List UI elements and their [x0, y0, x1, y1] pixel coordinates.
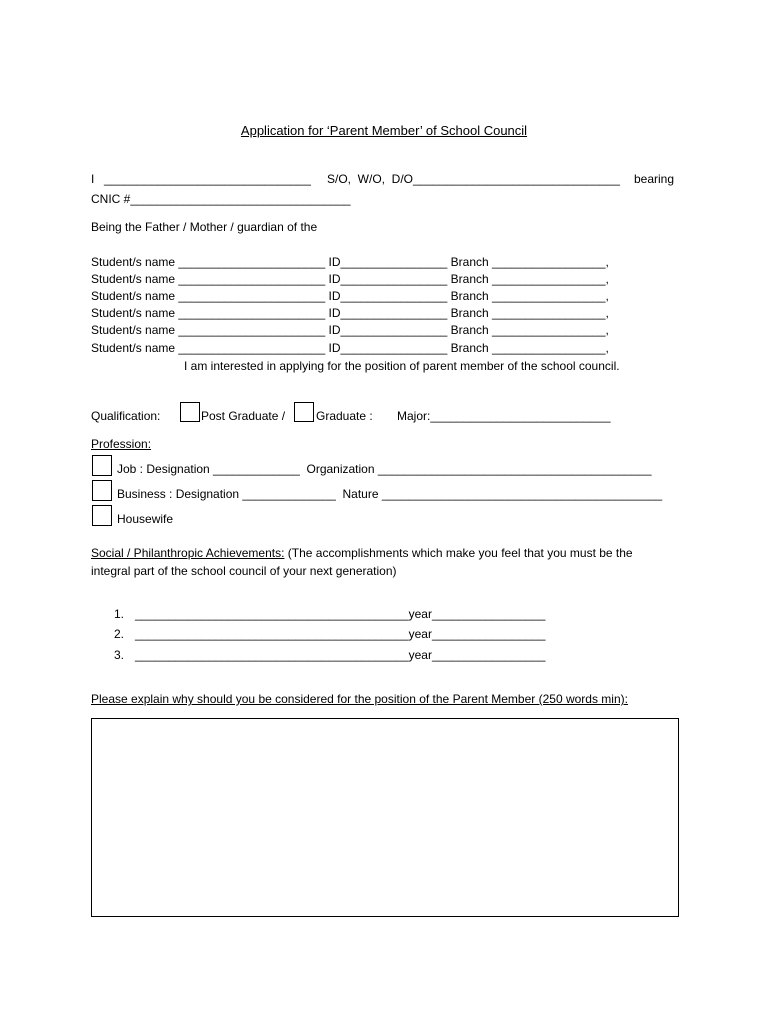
student-row[interactable]: Student/s name ______________________ ID________________ Branch _________________,	[91, 272, 609, 286]
explain-prompt: Please explain why should you be considered for the position of the Parent Member (250 words min):	[91, 692, 628, 706]
student-row[interactable]: Student/s name ______________________ ID________________ Branch _________________,	[91, 306, 609, 320]
achievement-line[interactable]: _________________________________________year_________________	[135, 648, 546, 662]
bearing-text: bearing	[634, 172, 675, 186]
achievement-line[interactable]: _________________________________________year_________________	[135, 607, 546, 621]
achievements-heading-line	[91, 546, 633, 561]
achievement-line[interactable]: _________________________________________year_________________	[135, 627, 546, 641]
graduate-label: Graduate :	[316, 409, 373, 423]
business-line[interactable]: Business : Designation ______________ Nature __________________________________________	[117, 487, 663, 501]
student-row[interactable]: Student/s name ______________________ ID________________ Branch _________________,	[91, 341, 609, 355]
profession-heading: Profession:	[91, 437, 152, 451]
achievements-description-2: integral part of the school council of your next generation)	[91, 564, 397, 578]
job-line[interactable]: Job : Designation _____________ Organization _________________________________________	[117, 462, 652, 476]
achievement-number: 1.	[113, 607, 124, 621]
cnic-field[interactable]: CNIC #_________________________________	[91, 192, 351, 206]
business-checkbox[interactable]	[92, 480, 112, 501]
achievement-number: 3.	[113, 648, 124, 662]
applicant-name-blank[interactable]: _______________________________	[104, 172, 311, 186]
graduate-checkbox[interactable]	[294, 402, 314, 422]
student-row[interactable]: Student/s name ______________________ ID________________ Branch _________________,	[91, 323, 609, 337]
form-title: Application for ‘Parent Member’ of School Council	[240, 123, 528, 138]
student-row[interactable]: Student/s name ______________________ ID________________ Branch _________________,	[91, 289, 609, 303]
explanation-textbox[interactable]	[91, 718, 679, 917]
major-field[interactable]: Major:___________________________	[397, 409, 611, 423]
housewife-label: Housewife	[117, 512, 174, 526]
student-row[interactable]: Student/s name ______________________ ID________________ Branch _________________,	[91, 255, 609, 269]
post-graduate-label: Post Graduate /	[201, 409, 286, 423]
housewife-checkbox[interactable]	[92, 505, 112, 526]
post-graduate-checkbox[interactable]	[180, 402, 200, 422]
qualification-label: Qualification:	[91, 409, 161, 423]
achievements-heading: Social / Philanthropic Achievements:	[91, 546, 285, 560]
achievement-number: 2.	[113, 627, 124, 641]
achievements-description-1: (The accomplishments which make you feel that you must be the	[284, 546, 633, 560]
interest-statement: I am interested in applying for the position of parent member of the school council.	[184, 359, 620, 373]
relation-line: Being the Father / Mother / guardian of the	[91, 220, 318, 234]
applicant-i: I	[91, 172, 95, 186]
relation-blank[interactable]: S/O, W/O, D/O_______________________________	[327, 172, 620, 186]
job-checkbox[interactable]	[92, 455, 112, 476]
